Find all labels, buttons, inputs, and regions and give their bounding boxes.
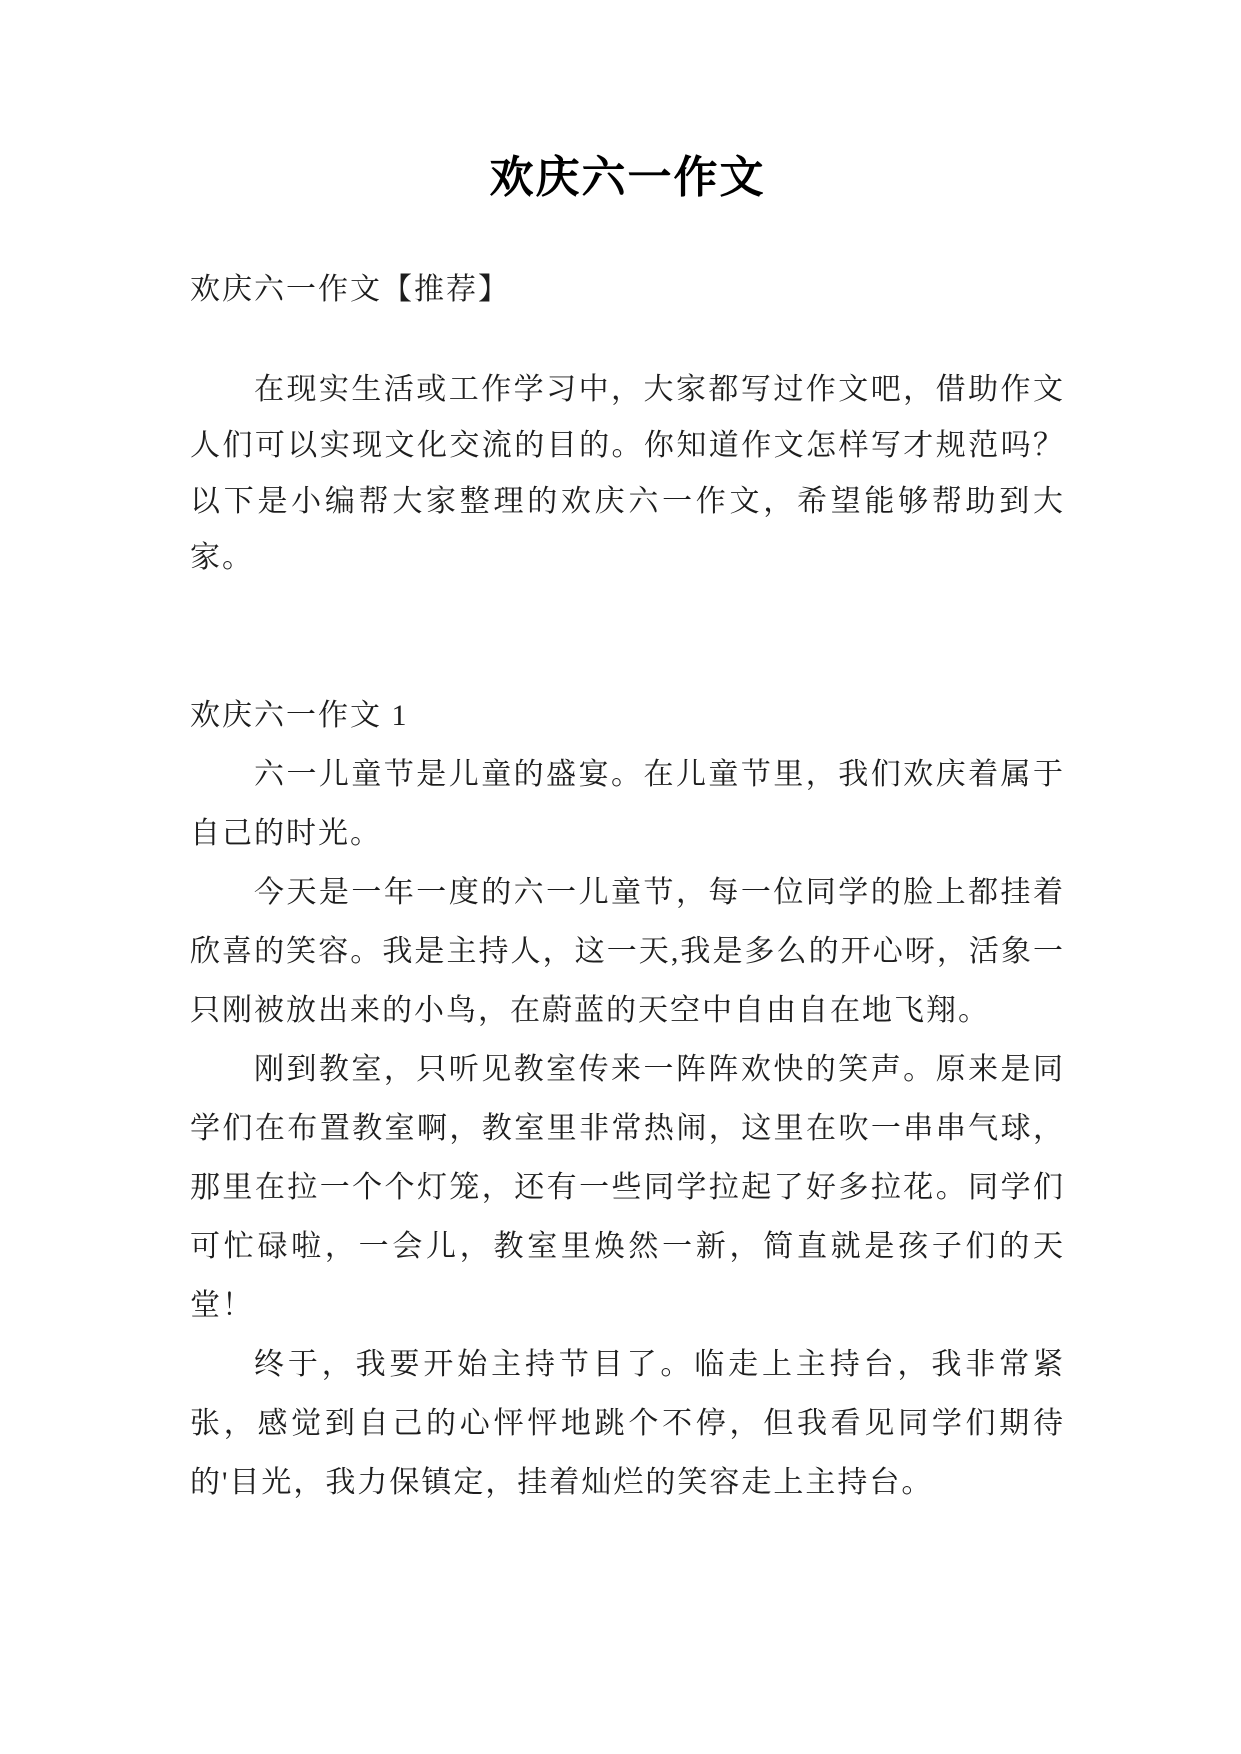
intro-paragraph: 在现实生活或工作学习中，大家都写过作文吧，借助作文人们可以实现文化交流的目的。你知道作文怎样写才规范吗？以下是小编帮大家整理的欢庆六一作文，希望能够帮助到大家。 — [190, 373, 1065, 574]
section-heading: 欢庆六一作文 1 — [190, 699, 409, 732]
document-title: 欢庆六一作文 — [489, 153, 766, 202]
essay-paragraph: 终于，我要开始主持节目了。临走上主持台，我非常紧张，感觉到自己的心怦怦地跳个不停，但我看见同学们期待的'目光，我力保镇定，挂着灿烂的笑容走上主持台。 — [190, 1348, 1065, 1499]
essay-paragraph: 刚到教室，只听见教室传来一阵阵欢快的笑声。原来是同学们在布置教室啊，教室里非常热闹，这里在吹一串串气球，那里在拉一个个灯笼，还有一些同学拉起了好多拉花。同学们可忙碌啦，一会儿，教室里焕然一新，简直就是孩子们的天堂！ — [190, 1053, 1065, 1322]
essay-paragraph: 六一儿童节是儿童的盛宴。在儿童节里，我们欢庆着属于自己的时光。 — [190, 758, 1065, 850]
essay-paragraph: 今天是一年一度的六一儿童节，每一位同学的脸上都挂着欣喜的笑容。我是主持人，这一天,我是多么的开心呀，活象一只刚被放出来的小鸟，在蔚蓝的天空中自由自在地飞翔。 — [190, 876, 1065, 1027]
essay-body — [190, 745, 1065, 1512]
document-subtitle: 欢庆六一作文【推荐】 — [190, 273, 510, 306]
